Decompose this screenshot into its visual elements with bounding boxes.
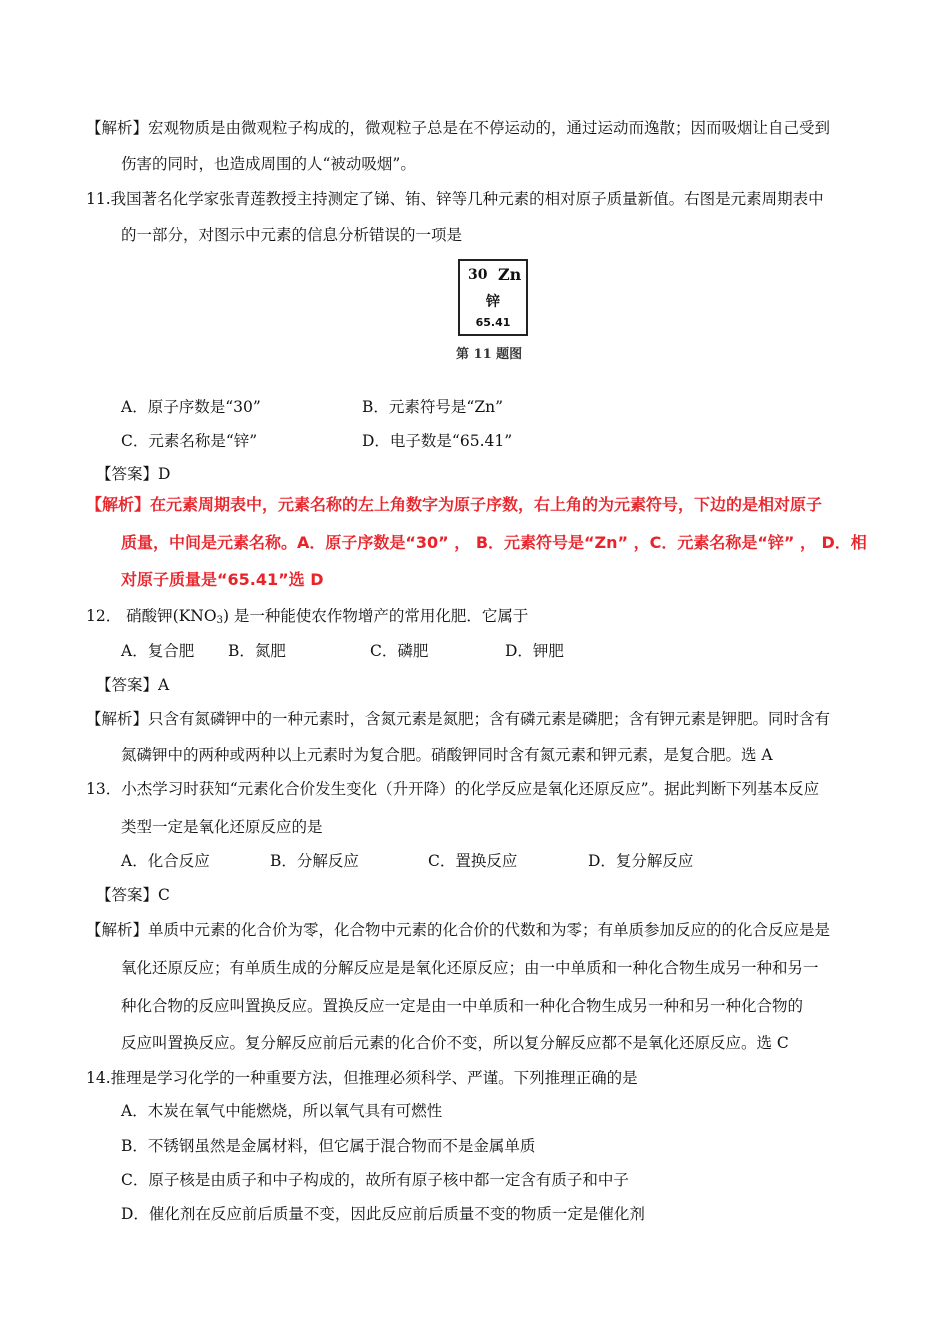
zinc-element-figure (458, 259, 528, 336)
q14-stem: 14.推理是学习化学的一种重要方法，但推理必须科学、严谨。下列推理正确的是 (86, 1069, 638, 1087)
q12-option-d: D．钾肥 (505, 642, 564, 660)
element-name: 锌 (486, 294, 500, 310)
q12-analysis-line-1: 【解析】只含有氮磷钾中的一种元素时，含氮元素是氮肥；含有磷元素是磷肥；含有钾元素是钾肥。同时含有 (86, 710, 831, 728)
q14-option-c: C．原子核是由质子和中子构成的，故所有原子核中都一定含有质子和中子 (121, 1171, 629, 1189)
q11-stem-line-2: 的一部分，对图示中元素的信息分析错误的一项是 (121, 226, 463, 244)
q11-analysis-line-3: 对原子质量是“65.41”选 D (121, 570, 324, 589)
q12-stem-suffix: ) 是一种能使农作物增产的常用化肥．它属于 (222, 607, 529, 625)
q11-analysis-line-2: 质量，中间是元素名称。A．原子序数是“30” ， B．元素符号是“Zn” ，C．元素名称是“锌” ， D．相 (121, 533, 867, 552)
q11-analysis-line-1: 【解析】在元素周期表中，元素名称的左上角数字为原子序数，右上角的为元素符号，下边的是相对原子 (86, 495, 823, 514)
q13-stem-line-1: 13．小杰学习时获知“元素化合价发生变化（升开降）的化学反应是氧化还原反应”。据此判断下列基本反应 (86, 780, 820, 798)
q13-stem-line-2: 类型一定是氧化还原反应的是 (121, 818, 323, 836)
q13-answer: 【答案】C (96, 886, 170, 904)
q14-option-a: A．木炭在氧气中能燃烧，所以氧气具有可燃性 (121, 1102, 443, 1120)
q12-stem-subscript: 3 (216, 615, 223, 626)
q13-option-c: C．置换反应 (428, 852, 518, 870)
q11-option-c: C．元素名称是“锌” (121, 432, 258, 450)
q12-option-c: C．磷肥 (370, 642, 429, 660)
q11-stem-line-1: 11.我国著名化学家张青莲教授主持测定了锑、铕、锌等几种元素的相对原子质量新值。右图是元素周期表中 (86, 190, 824, 208)
q11-option-d: D．电子数是“65.41” (362, 432, 513, 450)
q10-analysis-line-2: 伤害的同时，也造成周围的人“被动吸烟”。 (121, 155, 416, 173)
q12-stem-prefix: 12． 硝酸钾(KNO (86, 607, 217, 625)
q13-option-a: A．化合反应 (121, 852, 210, 870)
element-symbol: Zn (498, 265, 522, 284)
q13-analysis-line-3: 种化合物的反应叫置换反应。置换反应一定是由一中单质和一种化合物生成另一种和另一种化合物的 (121, 997, 804, 1015)
q12-option-a: A．复合肥 (121, 642, 195, 660)
q12-answer: 【答案】A (96, 676, 170, 694)
q11-answer: 【答案】D (96, 465, 171, 483)
q13-analysis-line-4: 反应叫置换反应。复分解反应前后元素的化合价不变，所以复分解反应都不是氧化还原反应。选 C (121, 1034, 789, 1052)
q12-analysis-line-2: 氮磷钾中的两种或两种以上元素时为复合肥。硝酸钾同时含有氮元素和钾元素，是复合肥。选 A (121, 746, 773, 764)
q13-option-d: D．复分解反应 (588, 852, 694, 870)
q11-option-a: A．原子序数是“30” (121, 398, 261, 416)
q13-option-b: B．分解反应 (270, 852, 359, 870)
q11-option-b: B．元素符号是“Zn” (362, 398, 503, 416)
q13-analysis-line-1: 【解析】单质中元素的化合价为零，化合物中元素的化合价的代数和为零；有单质参加反应的的化合反应是是 (86, 921, 831, 939)
q14-option-d: D．催化剂在反应前后质量不变，因此反应前后质量不变的物质一定是催化剂 (121, 1205, 645, 1223)
atomic-number: 30 (468, 267, 488, 283)
q14-option-b: B．不锈钢虽然是金属材料，但它属于混合物而不是金属单质 (121, 1137, 536, 1155)
figure-caption: 第 11 题图 (456, 347, 523, 362)
q13-analysis-line-2: 氧化还原反应；有单质生成的分解反应是是氧化还原反应；由一中单质和一种化合物生成另一种和另一 (121, 959, 819, 977)
atomic-mass: 65.41 (475, 316, 511, 329)
q12-option-b: B．氮肥 (228, 642, 286, 660)
q12-stem (86, 606, 528, 631)
q10-analysis-line-1: 【解析】宏观物质是由微观粒子构成的，微观粒子总是在不停运动的，通过运动而逸散；因而吸烟让自己受到 (86, 119, 831, 137)
